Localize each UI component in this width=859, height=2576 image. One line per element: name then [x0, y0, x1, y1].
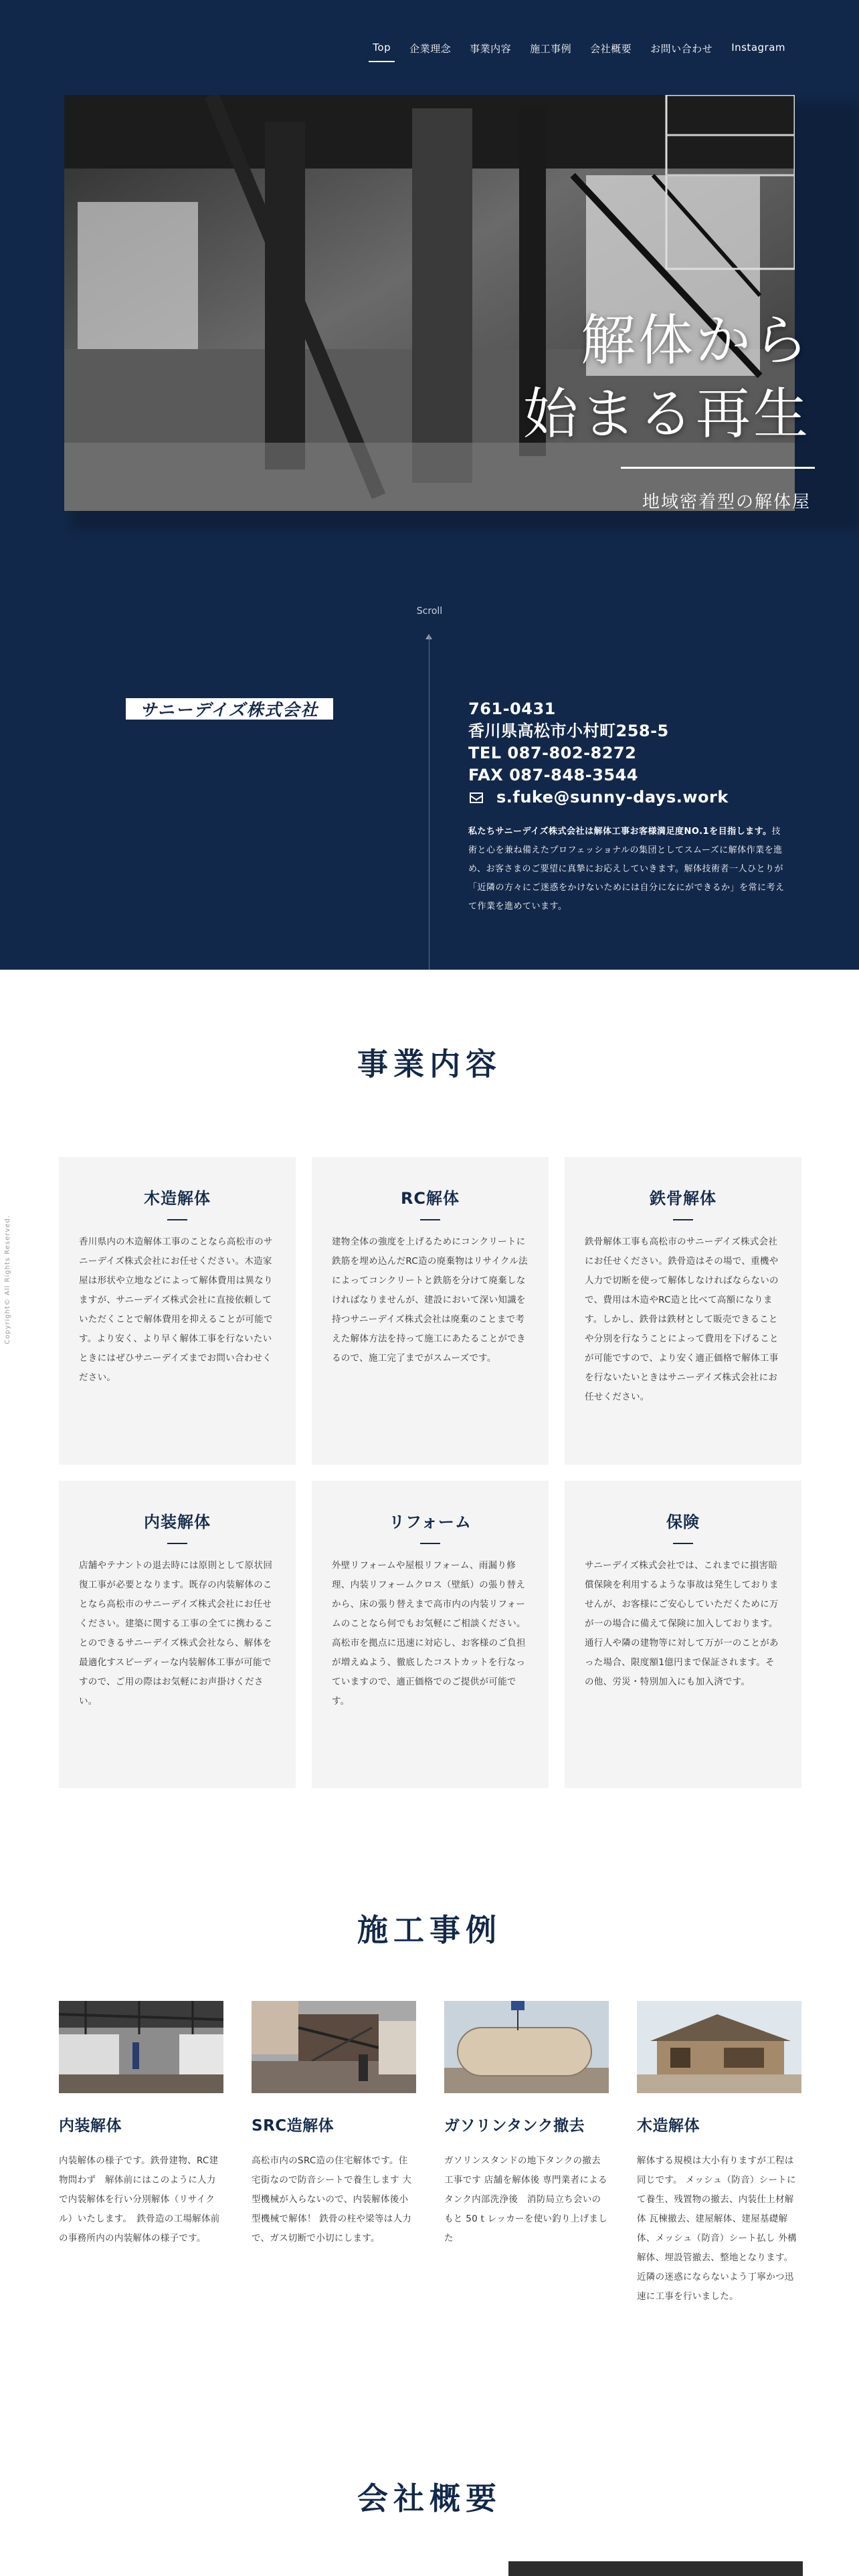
divider	[420, 1219, 440, 1220]
case-photo-interior	[59, 2001, 223, 2093]
company-photo	[508, 2561, 803, 2576]
service-card-title: 内装解体	[144, 1513, 211, 1531]
divider	[167, 1543, 187, 1544]
divider	[167, 1219, 187, 1220]
service-card	[59, 1481, 296, 1788]
service-card-title: RC解体	[400, 1189, 460, 1208]
service-card-text: 香川県内の木造解体工事のことなら高松市のサニーデイズ株式会社にお任せください。木造家屋は形状や立地などによって解体費用は異なりますが、サニーデイズ株式会社に直接依頼していただくことで解体費用を抑えることが可能です。より安く、より早く解体工事を行ないたいときにはぜひサニーデイズまでお問い合わせください。	[79, 1237, 273, 1383]
case-text: 内装解体の様子です。鉄骨建物、RC建物問わず 解体前にはこのように人力で内装解体を行い分別解体（リサイクル）いたします。 鉄骨造の工場解体前の事務所内の内装解体の様子です。	[59, 2155, 220, 2244]
hero-title-line2: 始まる再生	[522, 383, 811, 446]
postal-code: 761-0431	[468, 700, 556, 718]
divider	[673, 1543, 693, 1544]
side-copyright: Copyright© All Rights Reserved.	[4, 1214, 11, 1344]
service-card-text: サニーデイズ株式会社では、これまでに損害賠償保険を利用するような事故は発生しておりませんが、お客様にご安心していただくために万が一の場合に備えて保険に加入しております。通行人や隣の建物等に対して万が一のことがあった場合、限度額1億円まで保証されます。その他、労災・特別加入にも加入済です。	[585, 1560, 779, 1687]
company-logo[interactable]	[126, 698, 333, 720]
service-card-text: 外壁リフォームや屋根リフォーム、雨漏り修理、内装リフォームクロス（壁紙）の張り替えから、床の張り替えまで高市内の内装リフォームのことなら何でもお気軽にご相談ください。高松市を拠点に迅速に対応し、お客様のご負担が増えぬよう、徹底したコストカットを行なっていますので、適正価格でのご提供が可能です。	[332, 1560, 526, 1707]
case-item	[444, 2001, 609, 2306]
cases-grid	[59, 2001, 801, 2306]
divider	[420, 1543, 440, 1544]
hero-title	[523, 304, 811, 451]
case-text: 解体する規模は大小有りますが工程は同じです。 メッシュ（防音）シートにて養生、残置物の撤去、内装仕上材解体 瓦棟撤去、建屋解体、建屋基礎解体、メッシュ（防音）シート払し 外構解体、埋設管撤去、整地となります。 近隣の迷惑にならないよう丁寧かつ迅速に工事を行いました。	[637, 2155, 797, 2302]
case-text: 高松市内のSRC造の住宅解体です。住宅街なので防音シートで養生します 大型機械が入らないので、内装解体後小型機械で解体！ 鉄骨の柱や梁等は人力で、ガス切断で小切にします。	[252, 2155, 412, 2244]
nav-philosophy[interactable]: 企業理念	[409, 43, 452, 55]
case-item	[252, 2001, 416, 2306]
scroll-label[interactable]: Scroll	[416, 606, 443, 617]
email-address[interactable]: s.fuke@sunny-days.work	[496, 788, 729, 807]
about-title: 会社概要	[357, 2480, 502, 2516]
service-card	[312, 1481, 549, 1788]
case-photo[interactable]	[444, 2001, 609, 2093]
service-card	[565, 1481, 801, 1788]
case-title: SRC造解体	[252, 2117, 335, 2135]
case-title: 木造解体	[637, 2117, 700, 2135]
case-text: ガソリンスタンドの地下タンクの撤去工事です 店舗を解体後 専門業者によるタンク内部洗浄後 消防局立ち会いのもと 50 t レッカーを使い釣り上げました	[444, 2155, 608, 2244]
scroll-line	[429, 635, 430, 970]
case-item	[59, 2001, 223, 2306]
nav-top[interactable]: Top	[363, 39, 400, 62]
hero-title-line1: 解体から	[580, 309, 811, 372]
service-card	[59, 1157, 296, 1465]
case-photo-wooden-house	[637, 2001, 801, 2093]
service-card-text: 店舗やテナントの退去時には原則として原状回復工事が必要となります。既存の内装解体のことなら高松市のサニーデイズ株式会社にお任せください。建築に関する工事の全てに携わることのできるサニーデイズ株式会社なら、解体を最適化すスピーディーな内装解体工事が可能ですので、ご用の際はお気軽にお声掛けください。	[79, 1560, 273, 1707]
service-card-title: リフォーム	[389, 1513, 472, 1531]
case-photo-src-building	[252, 2001, 416, 2093]
case-photo[interactable]	[637, 2001, 801, 2093]
company-logo-text: サニーデイズ株式会社	[140, 700, 319, 720]
service-card-text: 鉄骨解体工事も高松市のサニーデイズ株式会社にお任せください。鉄骨造はその場で、重機や人力で切断を使って解体しなければならないので、費用は木造やRC造と比べて高額になります。しかし、鉄骨は鉄材として販売できることや分別を行なうことによって費用を下げることが可能ですので、より安く適正価格で解体工事を行ないたいときはサニーデイズ株式会社にお任せください。	[585, 1237, 779, 1402]
case-photo[interactable]	[252, 2001, 416, 2093]
company-intro-lead: 私たちサニーデイズ株式会社は解体工事お客様満足度NO.1を目指します。	[468, 827, 772, 837]
phone-number[interactable]: TEL 087-802-8272	[468, 744, 637, 762]
address: 香川県高松市小村町258-5	[468, 722, 669, 740]
hero-subtitle: 地域密着型の解体屋	[642, 492, 811, 512]
case-title: 内装解体	[59, 2117, 122, 2135]
service-card-text: 建物全体の強度を上げるためにコンクリートに鉄筋を埋め込んだRC造の廃棄物はリサイクル法によってコンクリートと鉄筋を分けて廃棄しなければなりませんが、建設において深い知識を持つサニーデイズ株式会社は廃棄のことまで考えた解体方法を持って施工にあたることができるので、施工完了までがスムーズです。	[332, 1237, 528, 1364]
company-intro-body: 技術と心を兼ね備えたプロフェッショナルの集団としてスムーズに解体作業を進め、お客さまのご要望に真摯にお応えしていきます。解体技術者一人ひとりが「近隣の方々にご迷惑をかけないためには自分になにができるか」を常に考えて作業を進めています。	[468, 827, 785, 911]
case-photo[interactable]	[59, 2001, 223, 2093]
service-card-title: 木造解体	[144, 1189, 211, 1208]
email-row[interactable]	[468, 786, 729, 809]
case-item	[637, 2001, 801, 2306]
main-nav	[363, 39, 795, 62]
service-card-title: 保険	[666, 1513, 700, 1531]
contact-info	[468, 698, 729, 809]
nav-instagram[interactable]: Instagram	[731, 41, 785, 53]
fax-number: FAX 087-848-3544	[468, 766, 638, 784]
services-grid	[59, 1157, 801, 1788]
divider	[673, 1219, 693, 1220]
hero-title-underline	[621, 467, 815, 469]
mail-icon	[470, 792, 483, 803]
company-intro	[468, 823, 789, 916]
nav-contact[interactable]: お問い合わせ	[650, 43, 713, 55]
nav-cases[interactable]: 施工事例	[530, 43, 572, 55]
nav-services[interactable]: 事業内容	[470, 43, 512, 55]
services-title: 事業内容	[357, 1046, 502, 1082]
nav-company[interactable]: 会社概要	[590, 43, 632, 55]
service-card	[312, 1157, 549, 1465]
case-photo-tank	[444, 2001, 609, 2093]
case-title: ガソリンタンク撤去	[444, 2117, 585, 2135]
cases-title: 施工事例	[357, 1912, 502, 1948]
hero-section	[0, 0, 859, 970]
service-card-title: 鉄骨解体	[650, 1189, 717, 1208]
service-card	[565, 1157, 801, 1465]
